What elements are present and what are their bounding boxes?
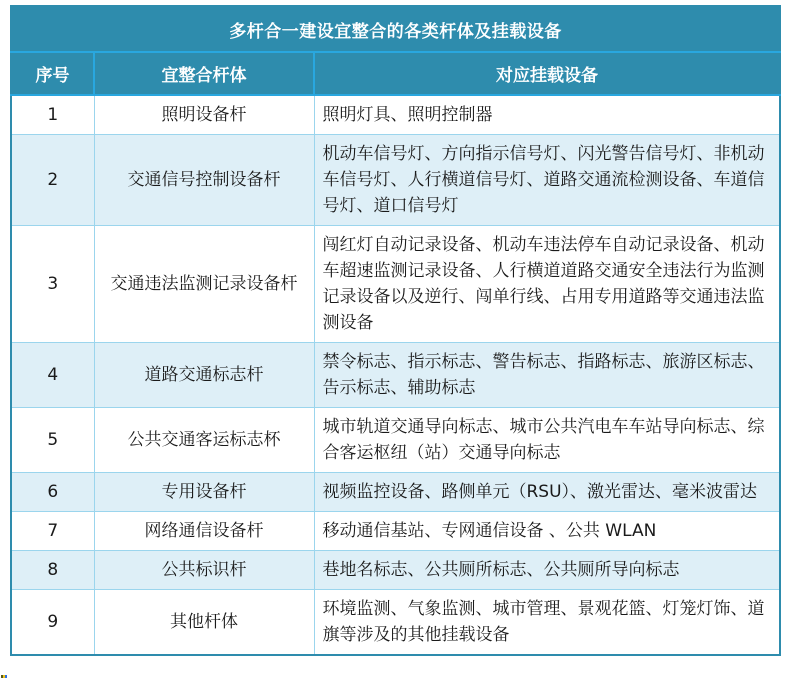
row-index-cell: 5: [11, 408, 94, 473]
devices-cell: 巷地名标志、公共厕所标志、公共厕所导向标志: [314, 551, 780, 590]
pole-type-cell: 公共交通客运标志杯: [94, 408, 314, 473]
table-row: [11, 590, 780, 656]
table-title: 多杆合一建设宜整合的各类杆体及挂载设备: [11, 6, 780, 52]
pole-type-cell: 照明设备杆: [94, 95, 314, 135]
table-row: [11, 95, 780, 135]
devices-cell: 视频监控设备、路侧单元（RSU）、激光雷达、毫米波雷达: [314, 473, 780, 512]
row-index-cell: 7: [11, 512, 94, 551]
pole-type-cell: 交通违法监测记录设备杆: [94, 226, 314, 343]
column-header-devices: 对应挂载设备: [314, 52, 780, 95]
devices-cell: 移动通信基站、专网通信设备 、公共 WLAN: [314, 512, 780, 551]
table-row: [11, 512, 780, 551]
pole-type-cell: 交通信号控制设备杆: [94, 135, 314, 226]
row-index-cell: 2: [11, 135, 94, 226]
devices-cell: 照明灯具、照明控制器: [314, 95, 780, 135]
pole-type-cell: 专用设备杆: [94, 473, 314, 512]
pixel-dot: [5, 675, 7, 678]
pixel-artifact: [1, 675, 7, 678]
table-body: [11, 95, 780, 655]
column-header-index: 序号: [11, 52, 94, 95]
poles-table: [10, 5, 781, 656]
pole-type-cell: 道路交通标志杆: [94, 343, 314, 408]
row-index-cell: 4: [11, 343, 94, 408]
devices-cell: 环境监测、气象监测、城市管理、景观花篮、灯笼灯饰、道旗等涉及的其他挂载设备: [314, 590, 780, 656]
table-row: [11, 551, 780, 590]
row-index-cell: 6: [11, 473, 94, 512]
table-title-row: [11, 6, 780, 52]
row-index-cell: 9: [11, 590, 94, 656]
row-index-cell: 1: [11, 95, 94, 135]
table-row: [11, 408, 780, 473]
devices-cell: 闯红灯自动记录设备、机动车违法停车自动记录设备、机动车超速监测记录设备、人行横道道路交通安全违法行为监测记录设备以及逆行、闯单行线、占用专用道路等交通违法监测设备: [314, 226, 780, 343]
table-row: [11, 473, 780, 512]
devices-cell: 机动车信号灯、方向指示信号灯、闪光警告信号灯、非机动车信号灯、人行横道信号灯、道路交通流检测设备、车道信号灯、道口信号灯: [314, 135, 780, 226]
row-index-cell: 8: [11, 551, 94, 590]
table-row: [11, 343, 780, 408]
table-header-row: [11, 52, 780, 95]
table-row: [11, 135, 780, 226]
pole-type-cell: 公共标识杆: [94, 551, 314, 590]
pole-type-cell: 其他杆体: [94, 590, 314, 656]
table-row: [11, 226, 780, 343]
row-index-cell: 3: [11, 226, 94, 343]
devices-cell: 城市轨道交通导向标志、城市公共汽电车车站导向标志、综合客运枢纽（站）交通导向标志: [314, 408, 780, 473]
pole-type-cell: 网络通信设备杆: [94, 512, 314, 551]
column-header-pole: 宜整合杆体: [94, 52, 314, 95]
devices-cell: 禁令标志、指示标志、警告标志、指路标志、旅游区标志、告示标志、辅助标志: [314, 343, 780, 408]
